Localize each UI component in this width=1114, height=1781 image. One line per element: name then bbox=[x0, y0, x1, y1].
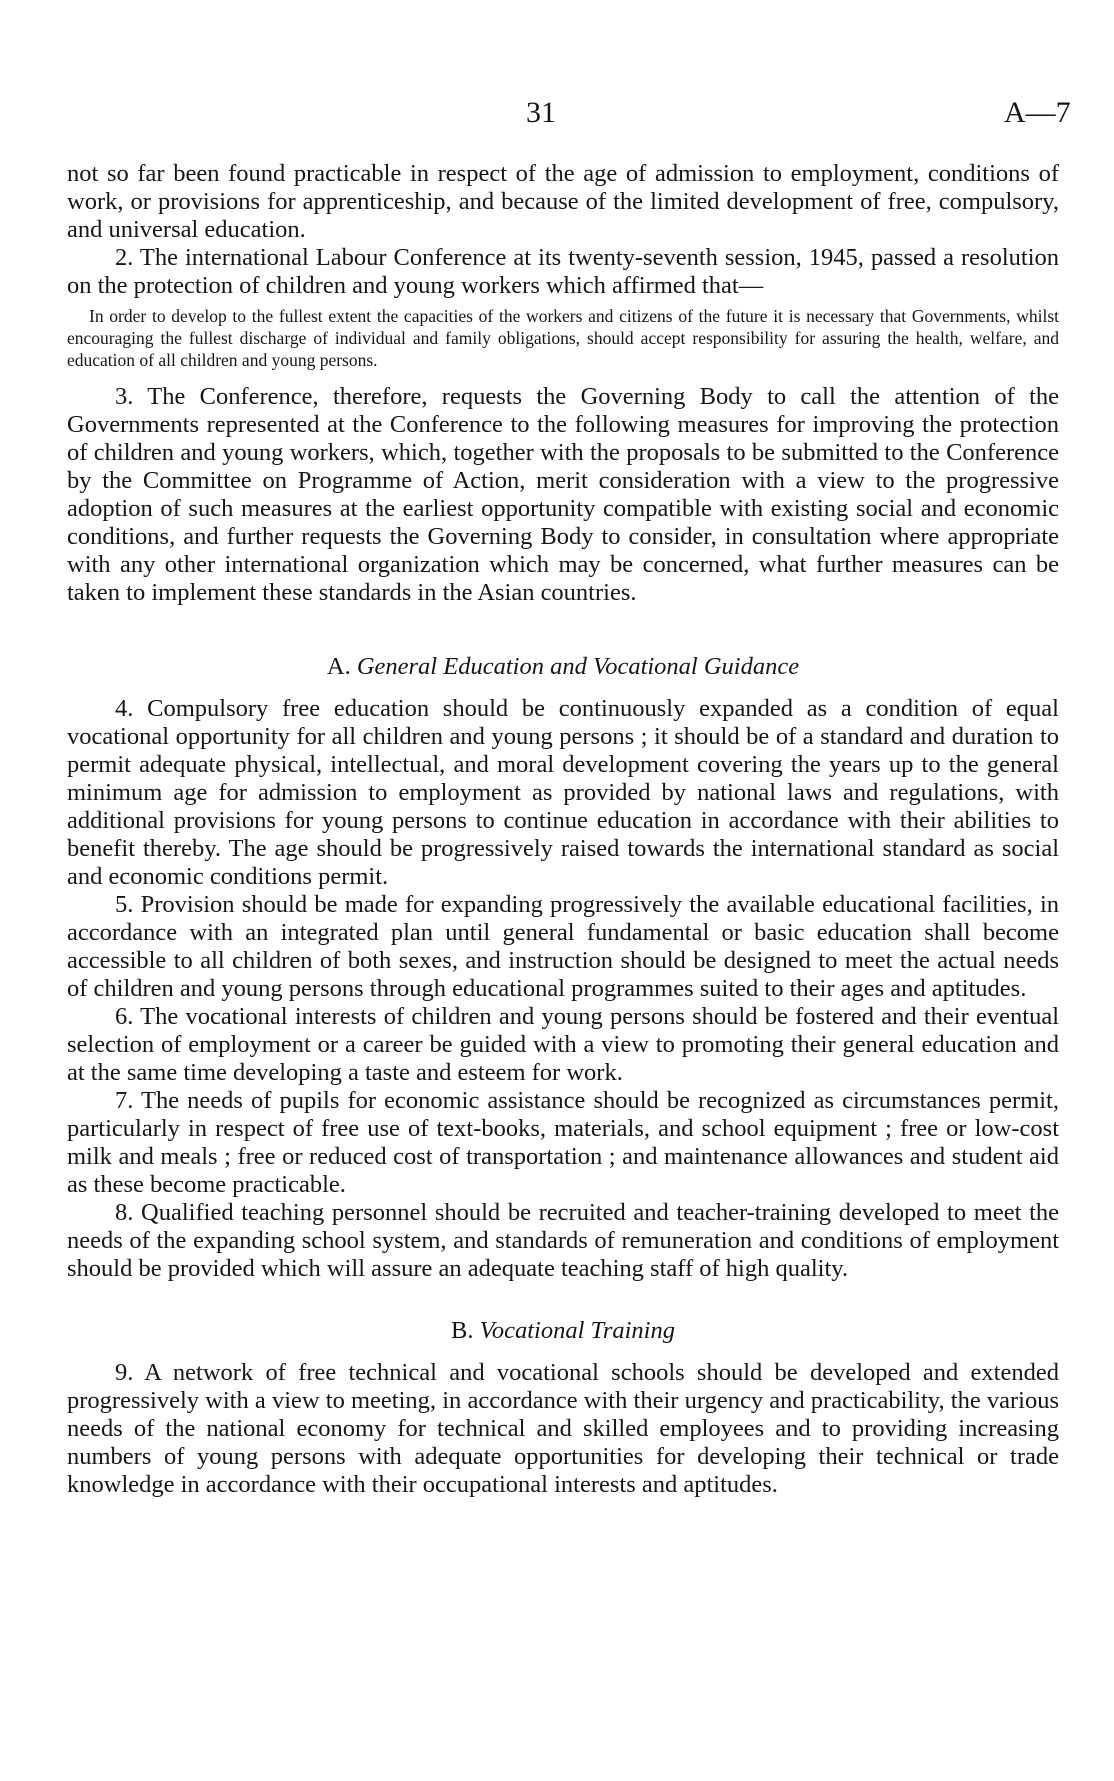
paragraph-6: 6. The vocational interests of children and young persons should be fostered and their eventual selection of employment or a career be guided with a view to promoting their general education and at the same time developing a taste and esteem for work. bbox=[67, 1003, 1059, 1086]
paragraph-3: 3. The Conference, therefore, requests the Governing Body to call the attention of the Governments represented at the Conference to the following measures for improving the protection of children and young workers, which, together with the proposals to be submitted to the Conference by the Committee on Programme of Action, merit consideration with a view to the progressive adoption of such measures at the earliest opportunity compatible with existing social and economic conditions, and further requests the Governing Body to consider, in consultation where appropriate with any other international organization which may be concerned, what further measures can be taken to implement these standards in the Asian countries. bbox=[67, 383, 1059, 606]
paragraph-8: 8. Qualified teaching personnel should be recruited and teacher-training developed to meet the needs of the expanding school system, and standards of remuneration and conditions of employment should be provided which will assure an adequate teaching staff of high quality. bbox=[67, 1199, 1059, 1282]
page-body bbox=[67, 160, 1059, 1499]
section-heading-b bbox=[67, 1317, 1059, 1345]
paragraph-continued: not so far been found practicable in respect of the age of admission to employment, conditions of work, or provisions for apprenticeship, and because of the limited development of free, compulsory, and universal education. bbox=[67, 160, 1059, 243]
paragraph-4: 4. Compulsory free education should be continuously expanded as a condition of equal vocational opportunity for all children and young persons ; it should be of a standard and duration to permit adequate physical, intellectual, and moral development covering the years up to the general minimum age for admission to employment as provided by national laws and regulations, with additional provisions for young persons to continue education in accordance with their abilities to benefit thereby. The age should be progressively raised towards the international standard as social and economic conditions permit. bbox=[67, 695, 1059, 890]
document-reference: A—7 bbox=[1004, 96, 1071, 129]
block-quote: In order to develop to the fullest extent the capacities of the workers and citizens of the future it is necessary that Governments, whilst encouraging the fullest discharge of individual and family obligations, should accept responsibility for assuring the health, welfare, and education of all children and young persons. bbox=[67, 306, 1059, 370]
page-number: 31 bbox=[526, 96, 556, 129]
section-letter-b: B. bbox=[451, 1317, 474, 1344]
section-title-a: General Education and Vocational Guidance bbox=[356, 653, 800, 680]
paragraph-5: 5. Provision should be made for expanding progressively the available educational facilities, in accordance with an integrated plan until general fundamental or basic education shall become accessible to all children of both sexes, and instruction should be designed to meet the actual needs of children and young persons through educational programmes suited to their ages and aptitudes. bbox=[67, 891, 1059, 1002]
paragraph-9: 9. A network of free technical and vocational schools should be developed and extended progressively with a view to meeting, in accordance with their urgency and practicability, the various needs of the national economy for technical and skilled employees and to providing increasing numbers of young persons with adequate opportunities for developing their technical or trade knowledge in accordance with their occupational interests and aptitudes. bbox=[67, 1359, 1059, 1498]
page-header bbox=[0, 96, 1114, 136]
section-heading-a bbox=[67, 653, 1059, 681]
section-letter-a: A. bbox=[326, 653, 351, 680]
paragraph-7: 7. The needs of pupils for economic assistance should be recognized as circumstances permit, particularly in respect of free use of text-books, materials, and school equipment ; free or low-cost milk and meals ; free or reduced cost of transportation ; and maintenance allowances and student aid as these become practicable. bbox=[67, 1087, 1059, 1198]
section-title-b: Vocational Training bbox=[479, 1317, 675, 1344]
paragraph-2: 2. The international Labour Conference at its twenty-seventh session, 1945, passed a resolution on the protection of children and young workers which affirmed that— bbox=[67, 244, 1059, 299]
